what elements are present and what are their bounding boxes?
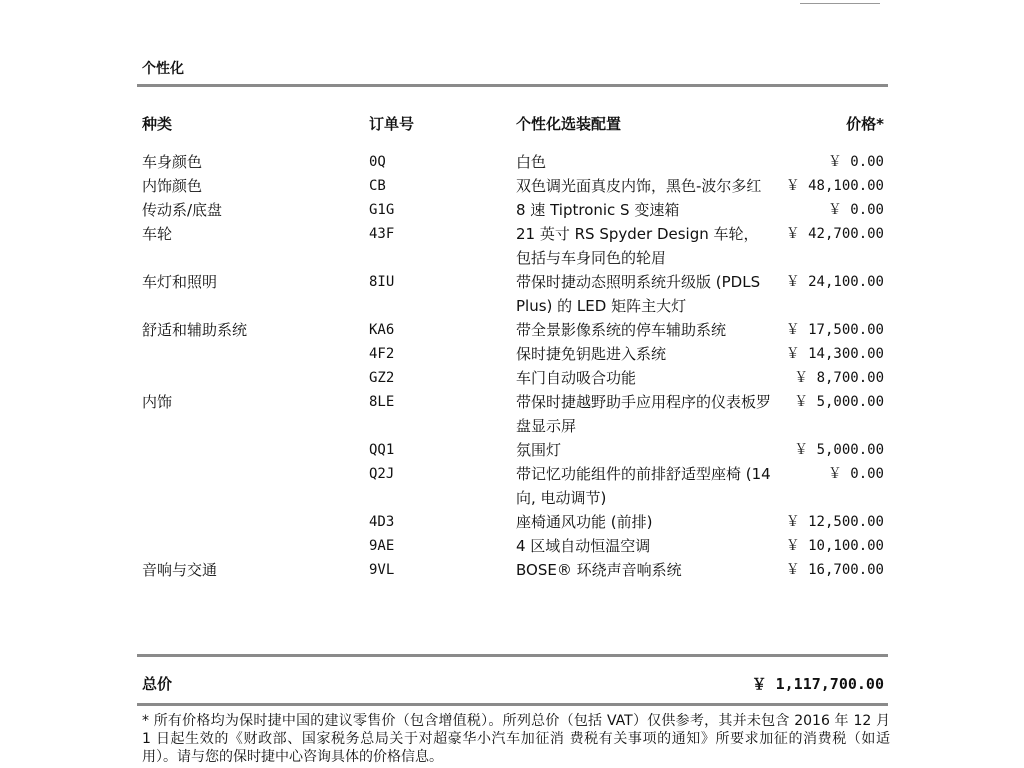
row-type: 内饰: [142, 393, 173, 411]
row-type: 音响与交通: [142, 561, 218, 579]
table-row: [142, 174, 884, 198]
table-row: [142, 150, 884, 174]
row-type: 车轮: [142, 225, 173, 243]
row-code: 4D3: [369, 514, 395, 530]
row-price: ￥ 0.00: [827, 466, 884, 482]
table-header: [142, 113, 884, 137]
row-type: 车灯和照明: [142, 273, 218, 291]
row-config: 双色调光面真皮内饰，黑色-波尔多红: [516, 177, 762, 195]
row-price: ￥ 10,100.00: [785, 538, 884, 554]
total-rule: [137, 654, 888, 657]
row-config: 带记忆功能组件的前排舒适型座椅 (14 向, 电动调节): [516, 465, 771, 507]
table-row: [142, 390, 884, 438]
row-code: KA6: [369, 322, 395, 338]
row-code: QQ1: [369, 442, 395, 458]
row-code: 4F2: [369, 346, 395, 362]
row-price: ￥ 48,100.00: [785, 178, 884, 194]
total-label: 总价: [142, 675, 173, 693]
row-code: GZ2: [369, 370, 395, 386]
row-config: 8 速 Tiptronic S 变速箱: [516, 201, 680, 219]
row-price: ￥ 0.00: [827, 202, 884, 218]
row-type: 内饰颜色: [142, 177, 203, 195]
header-price: 价格*: [846, 115, 884, 133]
table-row: [142, 510, 884, 534]
table-row: [142, 558, 884, 582]
table-row: [142, 462, 884, 510]
row-price: ￥ 12,500.00: [785, 514, 884, 530]
row-price: ￥ 42,700.00: [785, 226, 884, 242]
row-price: ￥ 17,500.00: [785, 322, 884, 338]
row-price: ￥ 14,300.00: [785, 346, 884, 362]
row-config: 座椅通风功能 (前排): [516, 513, 653, 531]
section-rule: [137, 84, 888, 87]
row-code: G1G: [369, 202, 395, 218]
row-price: ￥ 0.00: [827, 154, 884, 170]
row-config: BOSE® 环绕声音响系统: [516, 561, 682, 579]
top-divider-fragment: [800, 0, 880, 4]
row-price: ￥ 5,000.00: [794, 394, 884, 410]
table-row: [142, 438, 884, 462]
row-type: 舒适和辅助系统: [142, 321, 248, 339]
row-price: ￥ 8,700.00: [794, 370, 884, 386]
row-type: 传动系/底盘: [142, 201, 223, 219]
row-code: 43F: [369, 226, 395, 242]
row-config: 白色: [516, 153, 547, 171]
row-code: CB: [369, 178, 386, 194]
row-type: 车身颜色: [142, 153, 203, 171]
header-config: 个性化选装配置: [516, 115, 622, 133]
row-config: 保时捷免钥匙进入系统: [516, 345, 667, 363]
row-price: ￥ 16,700.00: [785, 562, 884, 578]
table-row: [142, 198, 884, 222]
table-row: [142, 318, 884, 342]
header-code: 订单号: [369, 115, 415, 133]
footnote: * 所有价格均为保时捷中国的建议零售价（包含增值税）。所列总价（包括 VAT）仅供参考，其并未包含 2016 年 12 月 1 日起生效的《财政部、国家税务总局关于对超豪华小汽车加征消 费税有关事项的通知》所要求加征的消费税（如适用）。请与您的保时捷中心咨询具体的价格信息。: [142, 713, 890, 765]
row-config: 带全景影像系统的停车辅助系统: [516, 321, 727, 339]
table-row: [142, 270, 884, 318]
table-row: [142, 534, 884, 558]
row-code: Q2J: [369, 466, 395, 482]
row-code: 9VL: [369, 562, 395, 578]
footnote-rule: [137, 703, 888, 706]
row-config: 带保时捷越野助手应用程序的仪表板罗盘显示屏: [516, 393, 772, 435]
row-code: 8IU: [369, 274, 395, 290]
table-row: [142, 366, 884, 390]
total-value: ￥ 1,117,700.00: [751, 675, 884, 693]
options-table: [142, 150, 884, 582]
row-config: 4 区域自动恒温空调: [516, 537, 651, 555]
row-code: 0Q: [369, 154, 386, 170]
row-config: 21 英寸 RS Spyder Design 车轮，包括与车身同色的轮眉: [516, 225, 759, 267]
row-config: 带保时捷动态照明系统升级版 (PDLS Plus) 的 LED 矩阵主大灯: [516, 273, 761, 315]
section-title: 个性化: [142, 61, 184, 77]
table-row: [142, 222, 884, 270]
row-price: ￥ 24,100.00: [785, 274, 884, 290]
header-type: 种类: [142, 115, 173, 133]
row-code: 8LE: [369, 394, 395, 410]
row-price: ￥ 5,000.00: [794, 442, 884, 458]
row-config: 车门自动吸合功能: [516, 369, 637, 387]
row-config: 氛围灯: [516, 441, 562, 459]
row-code: 9AE: [369, 538, 395, 554]
table-row: [142, 342, 884, 366]
